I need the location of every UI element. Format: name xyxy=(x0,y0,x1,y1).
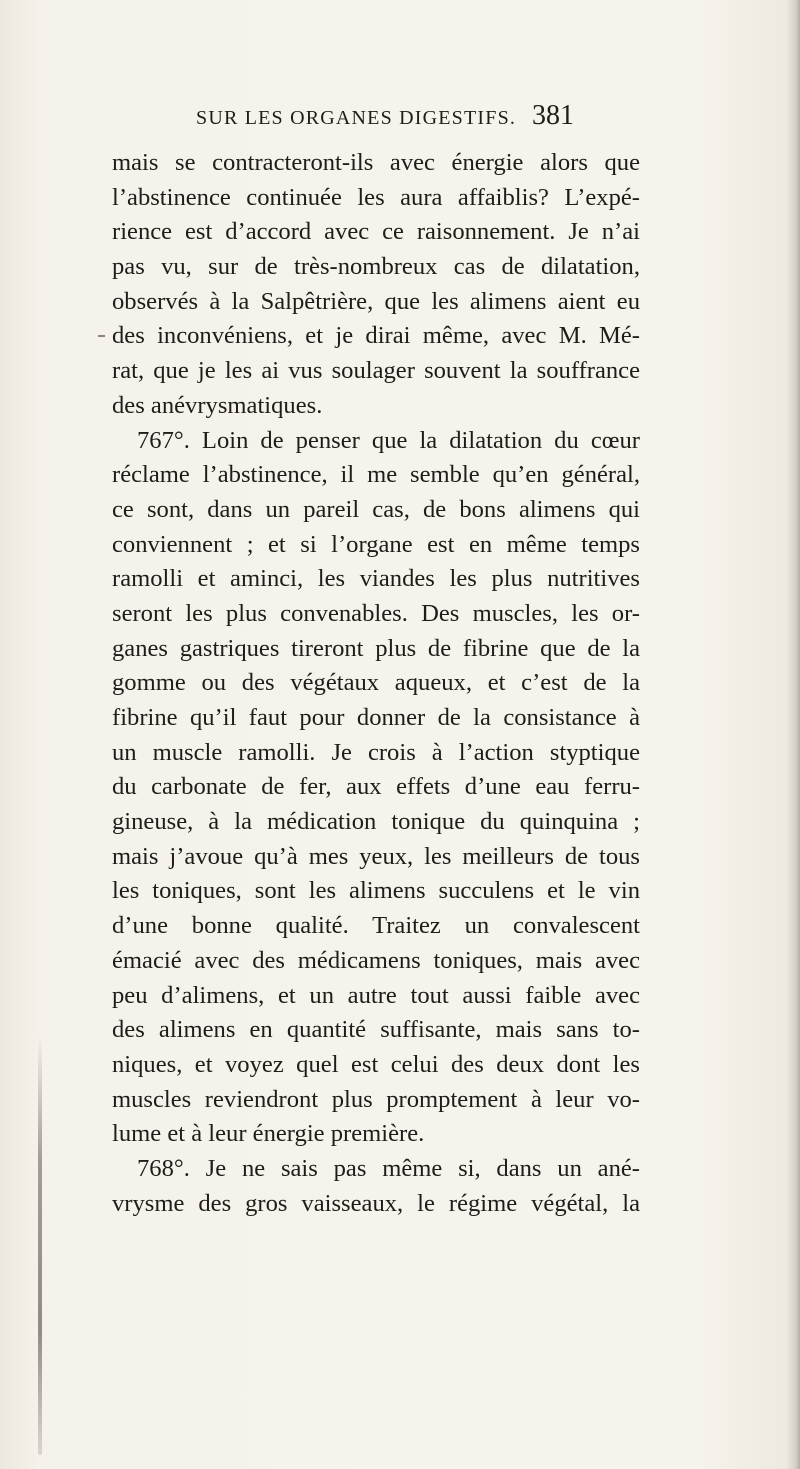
text-line: rat, que je les ai vus soulager souvent la souffrance xyxy=(112,357,640,385)
margin-mark xyxy=(98,335,105,337)
text-line: des inconvéniens, et je dirai même, avec M. Mé- xyxy=(112,322,640,350)
text-line: mais j’avoue qu’à mes yeux, les meilleurs de tous xyxy=(112,842,640,870)
text-line: gomme ou des végétaux aqueux, et c’est de la xyxy=(112,669,640,697)
text-line: niques, et voyez quel est celui des deux dont les xyxy=(112,1050,640,1078)
text-line: émacié avec des médicamens toniques, mais avec xyxy=(112,946,640,974)
text-line: peu d’alimens, et un autre tout aussi faible avec xyxy=(112,981,640,1009)
text-line: 767°. Loin de penser que la dilatation du cœur xyxy=(137,426,640,454)
text-line: mais se contracteront-ils avec énergie alors que xyxy=(112,149,640,176)
text-line: ramolli et aminci, les viandes les plus nutritives xyxy=(112,565,640,593)
text-line: des alimens en quantité suffisante, mais sans to- xyxy=(112,1016,640,1044)
text-line: les toniques, sont les alimens succulens et le vin xyxy=(112,877,640,905)
text-line: muscles reviendront plus promptement à leur vo- xyxy=(112,1085,640,1113)
text-line: 768°. Je ne sais pas même si, dans un ané- xyxy=(137,1154,640,1182)
text-line: pas vu, sur de très-nombreux cas de dilatation, xyxy=(112,253,640,281)
text-line: un muscle ramolli. Je crois à l’action styptique xyxy=(112,738,640,766)
text-line: vrysme des gros vaisseaux, le régime végétal, la xyxy=(112,1189,640,1217)
text-line: fibrine qu’il faut pour donner de la consistance à xyxy=(112,704,640,731)
text-line: observés à la Salpêtrière, que les alimens aient eu xyxy=(112,287,640,315)
text-line: rience est d’accord avec ce raisonnement. Je n’ai xyxy=(112,218,640,246)
binding-shadow xyxy=(38,1035,42,1455)
text-line: lume et à leur énergie première. xyxy=(112,1120,425,1148)
text-line: gineuse, à la médication tonique du quinquina ; xyxy=(112,808,640,836)
text-line: des anévrysmatiques. xyxy=(112,391,323,419)
text-line: réclame l’abstinence, il me semble qu’en général, xyxy=(112,461,640,489)
text-line: conviennent ; et si l’organe est en même temps xyxy=(112,530,640,558)
body-text xyxy=(112,146,640,1221)
text-line: du carbonate de fer, aux effets d’une eau ferru- xyxy=(112,773,640,801)
text-line: ganes gastriques tireront plus de fibrine que de la xyxy=(112,634,640,662)
page-edge-shadow xyxy=(786,0,800,1469)
text-line: l’abstinence continuée les aura affaiblis? L’expé- xyxy=(112,183,640,211)
text-line: seront les plus convenables. Des muscles, les or- xyxy=(112,599,640,627)
text-line: d’une bonne qualité. Traitez un convalescent xyxy=(112,912,640,940)
page-number: 381 xyxy=(532,100,574,131)
running-head: SUR LES ORGANES DIGESTIFS. xyxy=(196,107,517,129)
text-line: ce sont, dans un pareil cas, de bons alimens qui xyxy=(112,495,640,523)
